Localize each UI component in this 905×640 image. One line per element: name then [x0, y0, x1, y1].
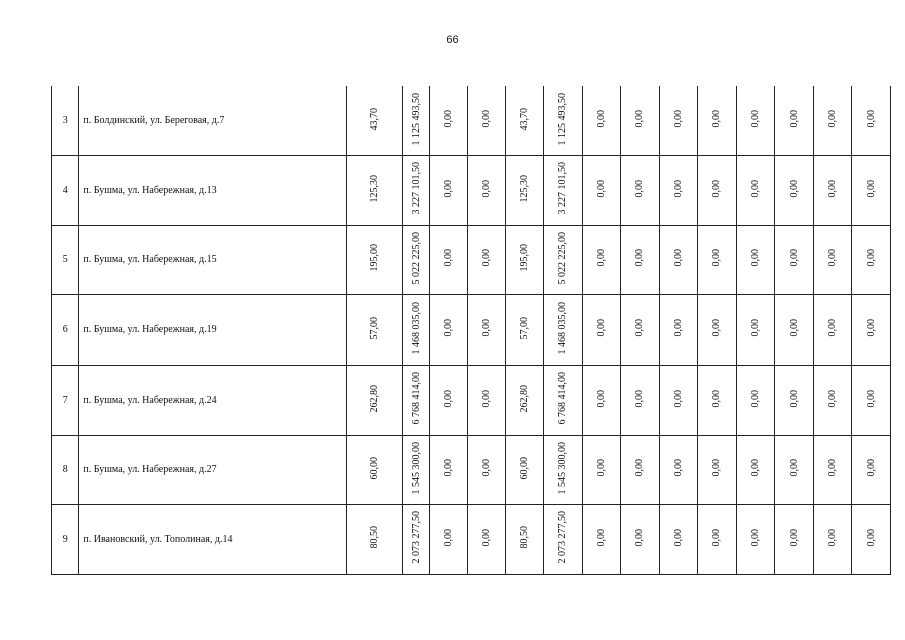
value-cell [775, 365, 814, 435]
address-cell: п. Бушма, ул. Набережная, д.24 [79, 365, 347, 435]
value-cell [775, 504, 814, 574]
value-text: 0,00 [711, 110, 723, 128]
value-text: 0,00 [481, 459, 493, 477]
value-text: 0,00 [443, 179, 455, 198]
value-cell [736, 86, 775, 155]
value-text: 0,00 [711, 319, 723, 337]
value-cell [698, 504, 737, 574]
value-text: 0,00 [827, 389, 839, 408]
value-cell [430, 225, 468, 294]
value-text: 0,00 [827, 459, 839, 477]
value-cell [506, 86, 544, 155]
value-cell [736, 294, 775, 365]
row-number-cell: 7 [52, 365, 79, 435]
value-cell [698, 294, 737, 365]
value-text: 1 125 493,50 [557, 92, 569, 145]
value-text: 0,00 [788, 389, 800, 408]
value-text: 0,00 [865, 179, 877, 198]
table-row [52, 225, 891, 294]
value-text: 0,00 [711, 528, 723, 547]
value-text: 0,00 [711, 179, 723, 198]
value-cell [544, 86, 583, 155]
table-row [52, 504, 891, 574]
value-text: 0,00 [595, 459, 607, 477]
value-text: 0,00 [443, 249, 455, 267]
value-cell [659, 504, 698, 574]
value-cell [852, 155, 891, 225]
value-cell [852, 225, 891, 294]
value-text: 0,00 [711, 389, 723, 408]
value-text: 6 768 414,00 [410, 372, 422, 425]
value-text: 0,00 [750, 179, 762, 198]
value-text: 0,00 [672, 528, 684, 547]
value-text: 0,00 [711, 249, 723, 267]
address-cell: п. Бушма, ул. Набережная, д.19 [79, 294, 347, 365]
value-cell [347, 155, 403, 225]
value-cell [467, 294, 506, 365]
value-cell [698, 86, 737, 155]
row-number-cell: 8 [52, 435, 79, 504]
row-number-cell: 5 [52, 225, 79, 294]
value-text: 125,30 [369, 174, 381, 203]
value-cell [467, 155, 506, 225]
value-cell [582, 365, 621, 435]
value-text: 0,00 [481, 179, 493, 198]
value-text: 1 125 493,50 [410, 92, 422, 145]
value-text: 0,00 [865, 249, 877, 267]
value-cell [347, 504, 403, 574]
value-cell [852, 504, 891, 574]
value-cell [813, 435, 852, 504]
value-cell [813, 504, 852, 574]
value-text: 0,00 [788, 459, 800, 477]
value-cell [621, 504, 660, 574]
value-cell [621, 294, 660, 365]
value-text: 2 073 277,50 [410, 511, 422, 564]
value-text: 0,00 [595, 110, 607, 128]
value-text: 0,00 [443, 389, 455, 408]
value-cell [775, 155, 814, 225]
value-cell [852, 294, 891, 365]
value-text: 0,00 [788, 319, 800, 337]
value-cell [544, 155, 583, 225]
row-number-cell: 6 [52, 294, 79, 365]
value-cell [659, 365, 698, 435]
value-cell [544, 225, 583, 294]
value-cell [813, 225, 852, 294]
value-cell [659, 435, 698, 504]
value-text: 3 227 101,50 [410, 162, 422, 215]
value-text: 6 768 414,00 [557, 372, 569, 425]
value-text: 0,00 [788, 110, 800, 128]
value-cell [403, 435, 430, 504]
value-cell [506, 435, 544, 504]
value-cell [403, 155, 430, 225]
value-cell [467, 435, 506, 504]
value-cell [775, 294, 814, 365]
value-cell [659, 86, 698, 155]
value-text: 0,00 [672, 389, 684, 408]
value-cell [347, 365, 403, 435]
value-cell [506, 225, 544, 294]
value-text: 0,00 [481, 528, 493, 547]
value-text: 0,00 [788, 249, 800, 267]
table-body [52, 86, 891, 574]
value-cell [347, 294, 403, 365]
value-cell [659, 294, 698, 365]
value-text: 0,00 [634, 110, 646, 128]
value-text: 0,00 [750, 249, 762, 267]
address-cell: п. Болдинский, ул. Береговая, д.7 [79, 86, 347, 155]
value-cell [506, 155, 544, 225]
value-text: 0,00 [481, 249, 493, 267]
value-text: 2 073 277,50 [557, 511, 569, 564]
row-number-cell: 3 [52, 86, 79, 155]
value-text: 0,00 [634, 179, 646, 198]
value-cell [582, 86, 621, 155]
value-text: 1 545 300,00 [410, 441, 422, 495]
value-cell [621, 225, 660, 294]
value-cell [736, 225, 775, 294]
page-number: 66 [446, 34, 459, 46]
value-text: 0,00 [827, 249, 839, 267]
value-text: 1 468 035,00 [557, 301, 569, 355]
value-text: 0,00 [788, 179, 800, 198]
value-cell [698, 435, 737, 504]
value-text: 0,00 [865, 319, 877, 337]
value-text: 0,00 [595, 249, 607, 267]
value-text: 0,00 [672, 319, 684, 337]
value-cell [852, 435, 891, 504]
value-cell [403, 225, 430, 294]
value-cell [467, 365, 506, 435]
value-text: 0,00 [443, 319, 455, 337]
value-cell [813, 155, 852, 225]
value-cell [403, 294, 430, 365]
value-text: 60,00 [519, 456, 531, 480]
value-text: 262,80 [519, 384, 531, 413]
table-row [52, 365, 891, 435]
value-text: 0,00 [865, 459, 877, 477]
value-text: 0,00 [443, 110, 455, 128]
value-cell [506, 294, 544, 365]
value-cell [582, 504, 621, 574]
value-text: 0,00 [481, 319, 493, 337]
value-cell [403, 86, 430, 155]
value-text: 57,00 [519, 316, 531, 340]
value-text: 0,00 [750, 528, 762, 547]
value-text: 0,00 [443, 459, 455, 477]
value-text: 0,00 [865, 389, 877, 408]
value-text: 1 545 300,00 [557, 441, 569, 495]
value-text: 0,00 [595, 319, 607, 337]
value-cell [736, 435, 775, 504]
value-text: 0,00 [481, 110, 493, 128]
address-cell: п. Ивановский, ул. Тополиная, д.14 [79, 504, 347, 574]
value-cell [813, 86, 852, 155]
value-cell [698, 155, 737, 225]
row-number-cell: 4 [52, 155, 79, 225]
value-cell [582, 225, 621, 294]
value-cell [621, 155, 660, 225]
value-cell [775, 225, 814, 294]
value-text: 0,00 [595, 389, 607, 408]
value-cell [621, 365, 660, 435]
value-text: 0,00 [595, 179, 607, 198]
value-text: 43,70 [369, 107, 381, 130]
value-cell [621, 86, 660, 155]
table-row [52, 294, 891, 365]
value-text: 0,00 [634, 249, 646, 267]
housing-register-table [51, 86, 891, 575]
value-cell [467, 225, 506, 294]
value-cell [430, 155, 468, 225]
value-text: 0,00 [827, 319, 839, 337]
value-cell [430, 365, 468, 435]
value-text: 5 022 225,00 [557, 231, 569, 285]
value-text: 0,00 [750, 389, 762, 408]
value-cell [736, 365, 775, 435]
value-cell [403, 365, 430, 435]
value-text: 3 227 101,50 [557, 162, 569, 215]
value-cell [430, 86, 468, 155]
value-text: 0,00 [865, 528, 877, 547]
value-text: 262,80 [369, 384, 381, 413]
value-text: 0,00 [443, 528, 455, 547]
value-text: 60,00 [369, 456, 381, 480]
value-text: 195,00 [519, 244, 531, 272]
value-text: 0,00 [634, 389, 646, 408]
value-cell [621, 435, 660, 504]
value-text: 0,00 [595, 528, 607, 547]
value-cell [544, 504, 583, 574]
value-text: 0,00 [711, 459, 723, 477]
value-cell [430, 504, 468, 574]
value-cell [430, 294, 468, 365]
value-text: 0,00 [827, 528, 839, 547]
value-cell [467, 504, 506, 574]
value-text: 125,30 [519, 174, 531, 203]
value-cell [506, 504, 544, 574]
address-cell: п. Бушма, ул. Набережная, д.15 [79, 225, 347, 294]
value-cell [467, 86, 506, 155]
value-text: 0,00 [827, 179, 839, 198]
value-text: 0,00 [750, 319, 762, 337]
value-cell [506, 365, 544, 435]
value-cell [659, 225, 698, 294]
value-text: 80,50 [369, 526, 381, 549]
value-text: 0,00 [672, 459, 684, 477]
value-cell [544, 365, 583, 435]
value-text: 57,00 [369, 316, 381, 340]
value-text: 0,00 [788, 528, 800, 547]
table-row [52, 86, 891, 155]
value-cell [698, 225, 737, 294]
value-cell [813, 294, 852, 365]
value-cell [775, 435, 814, 504]
value-text: 0,00 [750, 459, 762, 477]
value-cell [403, 504, 430, 574]
value-cell [347, 435, 403, 504]
value-cell [544, 435, 583, 504]
value-text: 195,00 [369, 244, 381, 272]
table-row [52, 155, 891, 225]
value-cell [775, 86, 814, 155]
value-text: 0,00 [672, 110, 684, 128]
table-row [52, 435, 891, 504]
value-text: 0,00 [481, 389, 493, 408]
value-text: 0,00 [672, 179, 684, 198]
value-text: 0,00 [827, 110, 839, 128]
value-cell [736, 504, 775, 574]
value-cell [852, 86, 891, 155]
value-text: 0,00 [634, 459, 646, 477]
value-cell [347, 86, 403, 155]
value-cell [582, 155, 621, 225]
address-cell: п. Бушма, ул. Набережная, д.13 [79, 155, 347, 225]
value-cell [659, 155, 698, 225]
value-text: 0,00 [634, 319, 646, 337]
value-cell [347, 225, 403, 294]
value-cell [430, 435, 468, 504]
row-number-cell: 9 [52, 504, 79, 574]
value-text: 0,00 [672, 249, 684, 267]
value-text: 0,00 [750, 110, 762, 128]
value-cell [852, 365, 891, 435]
value-cell [813, 365, 852, 435]
value-text: 43,70 [519, 107, 531, 130]
value-text: 0,00 [865, 110, 877, 128]
value-text: 1 468 035,00 [410, 301, 422, 355]
value-text: 5 022 225,00 [410, 231, 422, 285]
value-cell [582, 435, 621, 504]
value-cell [698, 365, 737, 435]
address-cell: п. Бушма, ул. Набережная, д.27 [79, 435, 347, 504]
value-cell [736, 155, 775, 225]
value-text: 80,50 [519, 526, 531, 549]
value-text: 0,00 [634, 528, 646, 547]
value-cell [544, 294, 583, 365]
value-cell [582, 294, 621, 365]
